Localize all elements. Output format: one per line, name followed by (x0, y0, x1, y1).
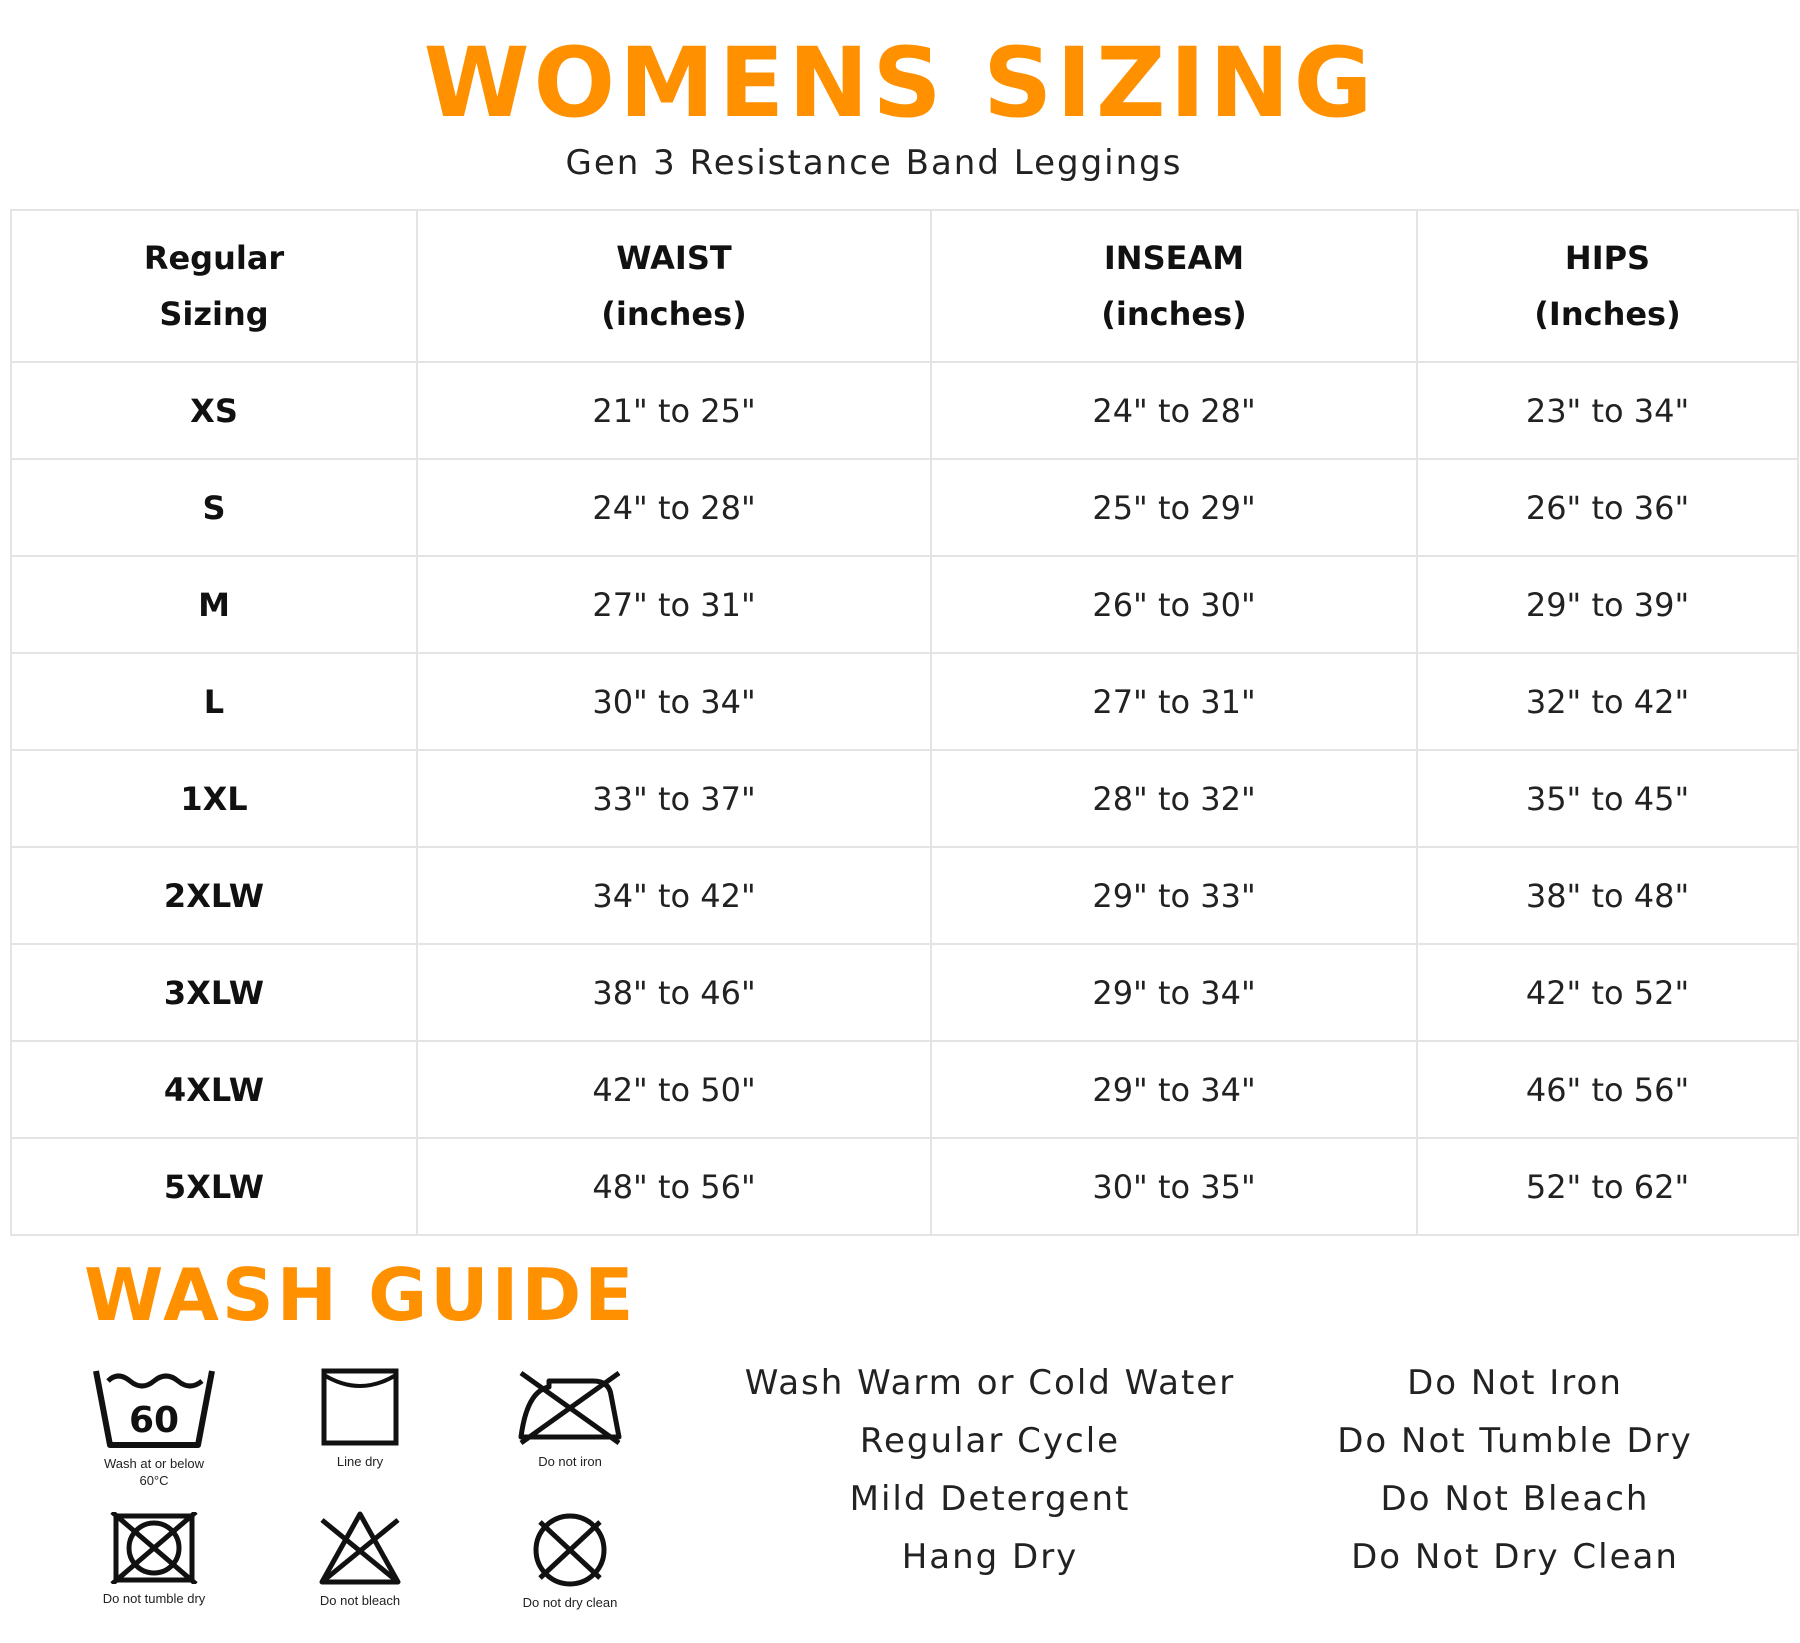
instruction-item: Do Not Dry Clean (1351, 1537, 1679, 1577)
table-row (11, 459, 1798, 556)
inseam-cell: 29" to 34" (931, 944, 1417, 1041)
table-row (11, 1041, 1798, 1138)
inseam-cell: 30" to 35" (931, 1138, 1417, 1235)
waist-cell: 38" to 46" (417, 944, 931, 1041)
waist-cell: 33" to 37" (417, 750, 931, 847)
inseam-cell: 26" to 30" (931, 556, 1417, 653)
wash-60-symbol (84, 1365, 224, 1489)
header-hips: HIPS (Inches) (1417, 210, 1798, 362)
hips-cell: 38" to 48" (1417, 847, 1798, 944)
do-not-tumble-dry-icon (109, 1512, 199, 1584)
do-not-dry-clean-symbol (500, 1512, 640, 1611)
line-dry-icon (320, 1367, 400, 1447)
do-not-dry-clean-icon (528, 1512, 612, 1588)
waist-cell: 42" to 50" (417, 1041, 931, 1138)
do-not-iron-symbol (500, 1367, 640, 1470)
table-row (11, 1138, 1798, 1235)
inseam-cell: 25" to 29" (931, 459, 1417, 556)
size-cell: 4XLW (11, 1041, 417, 1138)
waist-cell: 24" to 28" (417, 459, 931, 556)
table-row (11, 653, 1798, 750)
inseam-cell: 24" to 28" (931, 362, 1417, 459)
table-header-row (11, 210, 1798, 362)
header-inseam: INSEAM (inches) (931, 210, 1417, 362)
symbol-caption: Wash at or below 60°C (104, 1456, 204, 1488)
line-dry-symbol (300, 1367, 420, 1470)
size-cell: XS (11, 362, 417, 459)
waist-cell: 21" to 25" (417, 362, 931, 459)
instruction-item: Do Not Iron (1407, 1363, 1623, 1403)
size-cell: M (11, 556, 417, 653)
do-not-tumble-dry-symbol (84, 1512, 224, 1607)
hips-cell: 32" to 42" (1417, 653, 1798, 750)
hips-cell: 35" to 45" (1417, 750, 1798, 847)
size-table (10, 209, 1799, 1236)
wash-guide-title: WASH GUIDE (84, 1253, 637, 1337)
hips-cell: 46" to 56" (1417, 1041, 1798, 1138)
header-waist: WAIST (inches) (417, 210, 931, 362)
instruction-item: Hang Dry (901, 1537, 1079, 1577)
table-row (11, 944, 1798, 1041)
instruction-item: Do Not Bleach (1380, 1479, 1650, 1519)
table-row (11, 556, 1798, 653)
inseam-cell: 27" to 31" (931, 653, 1417, 750)
do-not-bleach-icon (318, 1510, 402, 1586)
table-row (11, 750, 1798, 847)
size-cell: L (11, 653, 417, 750)
wash-instructions-left (720, 1354, 1260, 1586)
header-regular-sizing: Regular Sizing (11, 210, 417, 362)
table-row (11, 362, 1798, 459)
size-cell: 2XLW (11, 847, 417, 944)
inseam-cell: 29" to 33" (931, 847, 1417, 944)
instruction-item: Regular Cycle (859, 1421, 1121, 1461)
symbol-caption: Do not iron (538, 1454, 602, 1469)
size-cell: 5XLW (11, 1138, 417, 1235)
waist-cell: 30" to 34" (417, 653, 931, 750)
do-not-bleach-symbol (300, 1510, 420, 1609)
page-title: WOMENS SIZING (423, 27, 1377, 139)
wash-instructions-right (1310, 1354, 1720, 1586)
symbol-caption: Do not bleach (319, 1593, 401, 1608)
hips-cell: 29" to 39" (1417, 556, 1798, 653)
size-cell: 1XL (11, 750, 417, 847)
waist-cell: 34" to 42" (417, 847, 931, 944)
hips-cell: 23" to 34" (1417, 362, 1798, 459)
hips-cell: 42" to 52" (1417, 944, 1798, 1041)
wash-temperature: 60 (128, 1400, 180, 1441)
hips-cell: 26" to 36" (1417, 459, 1798, 556)
size-cell: S (11, 459, 417, 556)
inseam-cell: 28" to 32" (931, 750, 1417, 847)
symbol-caption: Line dry (336, 1454, 384, 1469)
symbol-caption: Do not dry clean (522, 1595, 618, 1610)
inseam-cell: 29" to 34" (931, 1041, 1417, 1138)
wash-60-icon (92, 1365, 216, 1449)
instruction-item: Mild Detergent (849, 1479, 1131, 1519)
hips-cell: 52" to 62" (1417, 1138, 1798, 1235)
table-row (11, 847, 1798, 944)
do-not-iron-icon (515, 1367, 625, 1447)
size-cell: 3XLW (11, 944, 417, 1041)
waist-cell: 48" to 56" (417, 1138, 931, 1235)
page-subtitle: Gen 3 Resistance Band Leggings (565, 143, 1183, 183)
symbol-caption: Do not tumble dry (102, 1591, 206, 1606)
instruction-item: Do Not Tumble Dry (1337, 1421, 1693, 1461)
waist-cell: 27" to 31" (417, 556, 931, 653)
instruction-item: Wash Warm or Cold Water (744, 1363, 1236, 1403)
